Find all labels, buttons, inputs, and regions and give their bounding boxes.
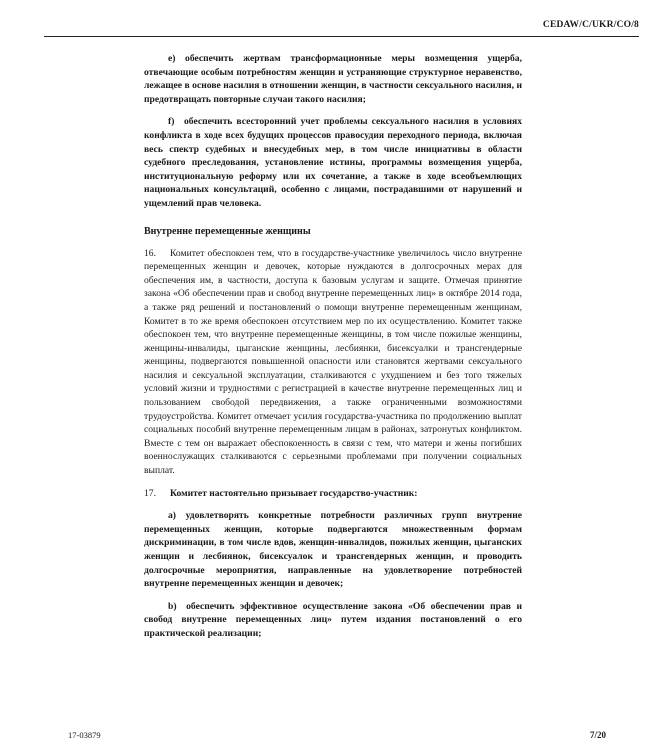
paragraph-17-number: 17. [144, 487, 156, 499]
document-body [144, 52, 522, 641]
job-number: 17-03879 [68, 730, 101, 740]
recommendation-b: b) обеспечить эффективное осуществление закона «Об обеспечении прав и свобод внутренне перемещенных лиц» путем издания постановлений о его практической реализации; [144, 600, 522, 639]
recommendation-e: e) обеспечить жертвам трансформационные меры возмещения ущерба, отвечающие особым потребностям женщин и устраняющие структурное неравенство, лежащее в основе насилия в отношении женщин, в частности сексуального насилия, и предотвращать повторные случаи такого насилия; [144, 53, 522, 105]
page-header [44, 18, 639, 37]
document-symbol: CEDAW/C/UKR/CO/8 [542, 20, 639, 30]
page-number: 7/20 [589, 730, 606, 740]
recommendation-a: a) удовлетворять конкретные потребности различных групп внутренне перемещенных женщин, которые подвергаются множественным формам дискриминации, в том числе вдов, женщин-инвалидов, пожилых женщин, цыганских женщин и лесбиянок, бисексуалок и трансгендерных женщин, и проводить долгосрочные мероприятия, направленные на удовлетворение потребностей внутренне перемещенных женщин и девочек; [144, 510, 522, 590]
recommendation-f: f) обеспечить всесторонний учет проблемы сексуального насилия в условиях конфликта в ходе всех будущих процессов правосудия переходного периода, включая весь спектр судебных и внесудебных мер, в том числе инициативы в области судебного преследования, установление истины, программы возмещения ущерба, институциональную реформу или их сочетание, а также в ходе всеобъемлющих национальных консультаций, особенно с лицами, пострадавшими от нарушений и ущемлений прав человека. [144, 116, 522, 209]
paragraph-17 [144, 487, 522, 501]
paragraph-16 [144, 247, 522, 478]
paragraph-17-text: Комитет настоятельно призывает государство-участник: [170, 487, 418, 499]
paragraph-16-text: Комитет обеспокоен тем, что в государстве-участнике увеличилось число внутренне перемещенных женщин и девочек, которые нуждаются в долгосрочных мерах для обеспечения им, в частности, доступа к базовым услугам и защите. Отмечая принятие закона «Об обеспечении прав и свобод внутренне перемещенных лиц» в октябре 2014 года, а также ряд решений и постановлений о помощи внутренне перемещенным женщинам, Комитет в то же время обеспокоен отсутствием мер по их осуществлению. Комитет также обеспокоен тем, что внутренне перемещенные женщины, в том числе пожилые женщины, женщины-инвалиды, цыганские женщины, лесбиянки, бисексуалки и трансгендерные женщины, подвергаются повышенной опасности или становятся жертвами сексуального насилия и сексуальной эксплуатации, сталкиваются с ухудшением и без того тяжелых условий жизни и трудностями с регистрацией в качестве внутренне перемещенных лиц и пользованием свободой передвижения, а также ограниченными возможностями трудоустройства. Комитет отмечает усилия государства-участника по продолжению выплат социальных пособий внутренне перемещенным лицам в районах, затронутых конфликтом. Вместе с тем он выражает обеспокоенность в связи с тем, что матери и жены погибших военнослужащих сталкиваются с серьезными проблемами при получении социальных выплат. [144, 247, 522, 477]
section-heading: Внутренне перемещенные женщины [144, 225, 311, 237]
paragraph-16-number: 16. [144, 247, 156, 259]
